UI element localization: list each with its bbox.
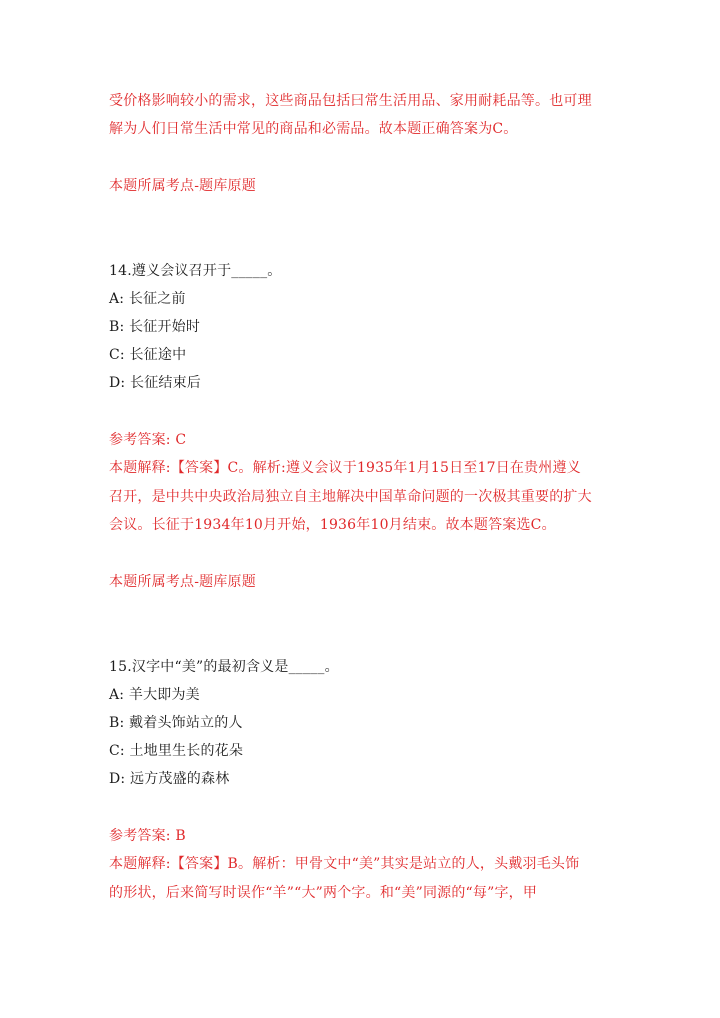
- q13-topic: 本题所属考点-题库原题: [109, 178, 256, 194]
- q14-option-a: A: 长征之前: [109, 291, 186, 307]
- q15-answer: 参考答案: B: [109, 828, 186, 844]
- q14-option-d: D: 长征结束后: [109, 375, 201, 391]
- q14-option-c: C: 长征途中: [109, 347, 187, 363]
- q14-option-b: B: 长征开始时: [109, 319, 201, 335]
- q13-explanation-line-2: 解为人们日常生活中常见的商品和必需品。故本题正确答案为C。: [109, 121, 518, 137]
- q15-stem: 15.汉字中“美”的最初含义是_____。: [109, 659, 339, 675]
- q15-option-c: C: 土地里生长的花朵: [109, 743, 244, 759]
- q13-explanation-line-1: 受价格影响较小的需求，这些商品包括曰常生活用品、家用耐耗品等。也可理: [109, 93, 592, 109]
- q15-explanation-line-2: 的形状，后来简写时误作“羊”“大”两个字。和“美”同源的“每”字，甲: [109, 885, 538, 901]
- q15-option-a: A: 羊大即为美: [109, 687, 200, 703]
- q14-explanation-line-3: 会议。长征于1934年10月开始，1936年10月结束。故本题答案选C。: [109, 517, 556, 533]
- q14-explanation-line-2: 召开，是中共中央政治局独立自主地解决中国革命问题的一次极其重要的扩大: [109, 489, 592, 505]
- q14-answer: 参考答案: C: [109, 432, 187, 448]
- q15-explanation-line-1: 本题解释:【答案】B。解析：甲骨文中“美”其实是站立的人，头戴羽毛头饰: [109, 856, 580, 872]
- q15-option-d: D: 远方茂盛的森林: [109, 771, 230, 787]
- q15-option-b: B: 戴着头饰站立的人: [109, 715, 243, 731]
- q14-explanation-line-1: 本题解释:【答案】C。解析:遵义会议于1935年1月15日至17日在贵州遵义: [109, 460, 581, 476]
- q14-stem: 14.遵义会议召开于_____。: [109, 263, 282, 279]
- q14-topic: 本题所属考点-题库原题: [109, 574, 256, 590]
